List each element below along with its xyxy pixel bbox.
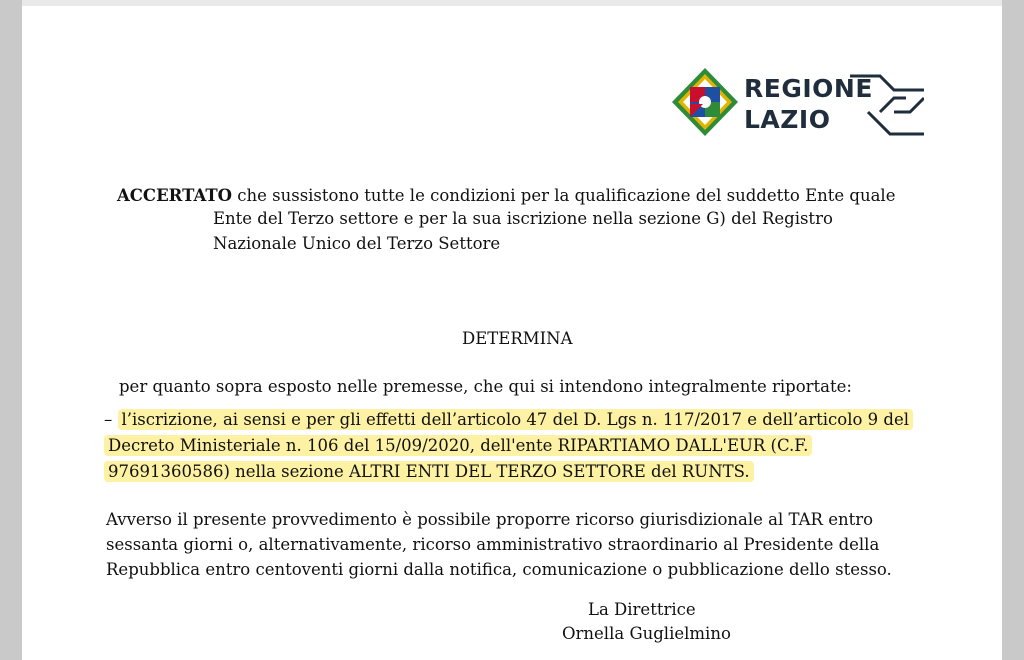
- regione-lazio-emblem-icon: [670, 66, 740, 138]
- avverso-line-2: sessanta giorni o, alternativamente, ricorso amministrativo straordinario al Presidente della: [106, 535, 880, 554]
- signature-role: La Direttrice: [588, 600, 696, 619]
- dispositivo-line-2: [104, 436, 812, 455]
- accertato-line-1: che sussistono tutte le condizioni per la qualificazione del suddetto Ente quale: [237, 186, 896, 205]
- accertato-keyword: ACCERTATO: [117, 186, 232, 205]
- avverso-line-1: Avverso il presente provvedimento è possibile proporre ricorso giurisdizionale al TAR entro: [106, 510, 874, 529]
- highlighted-text: Decreto Ministeriale n. 106 del 15/09/2020, dell'ente RIPARTIAMO DALL'EUR (C.F.: [104, 435, 812, 456]
- logo-text-lazio: LAZIO: [744, 105, 831, 134]
- logo-chevron-lines-icon: [850, 72, 924, 136]
- accertato-line-2: Ente del Terzo settore e per la sua iscrizione nella sezione G) del Registro: [213, 209, 833, 228]
- determina-heading: DETERMINA: [462, 329, 573, 348]
- regione-lazio-logo: [670, 66, 922, 138]
- accertato-first-line: [117, 183, 895, 209]
- dispositivo-line-1: [104, 410, 913, 429]
- document-page: [22, 0, 1002, 660]
- accertato-line-3: Nazionale Unico del Terzo Settore: [213, 234, 501, 253]
- logo-text-regione: REGIONE: [744, 74, 873, 103]
- page-top-edge: [22, 0, 1002, 6]
- highlighted-text: l’iscrizione, ai sensi e per gli effetti dell’articolo 47 del D. Lgs n. 117/2017 e dell’articolo 9 del: [118, 409, 914, 430]
- signature-name: Ornella Guglielmino: [562, 624, 731, 643]
- dispositivo-line-3: [104, 462, 754, 481]
- dispositivo-dash: –: [104, 410, 113, 429]
- avverso-line-3: Repubblica entro centoventi giorni dalla notifica, comunicazione o pubblicazione dello stesso.: [106, 560, 892, 579]
- highlighted-text: 97691360586) nella sezione ALTRI ENTI DEL TERZO SETTORE del RUNTS.: [104, 461, 754, 482]
- premessa-text: per quanto sopra esposto nelle premesse, che qui si intendono integralmente riportate:: [119, 377, 852, 396]
